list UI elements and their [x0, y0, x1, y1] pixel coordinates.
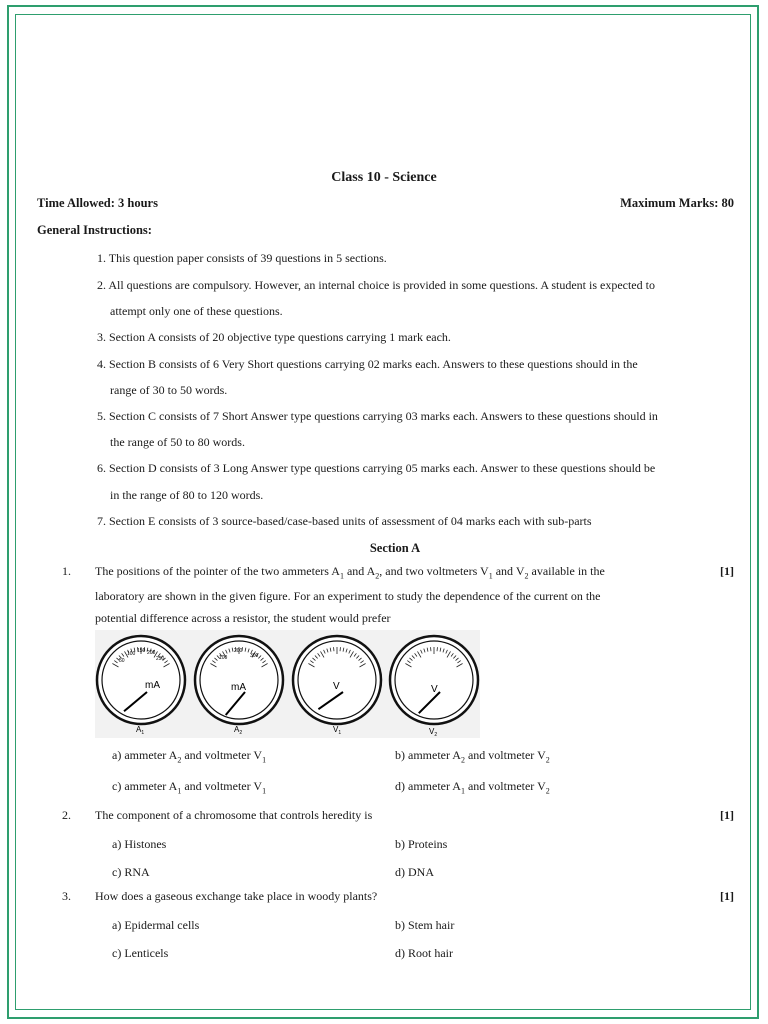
- gauge-unit: V: [431, 684, 438, 695]
- gauge-caption-v1: $V_1$: [333, 725, 342, 736]
- svg-text:300: 300: [250, 653, 259, 659]
- instruction-2: 2. All questions are compulsory. However, an internal choice is provided in some questions. A student is expected to: [97, 278, 655, 292]
- question-1-text-line3: potential difference across a resistor, the student would prefer: [95, 611, 391, 625]
- q3-option-a[interactable]: a) Epidermal cells: [112, 918, 200, 932]
- q1-option-a[interactable]: a) ammeter $A_2$ and voltmeter $V_1$: [112, 748, 267, 765]
- instruction-7: 7. Section E consists of 3 source-based/case-based units of assessment of 04 marks each with sub-parts: [97, 514, 592, 528]
- gauge-unit: V: [333, 681, 340, 692]
- general-instructions-heading: General Instructions:: [37, 223, 152, 237]
- meters-figure: [95, 630, 480, 738]
- gauge-unit: mA: [145, 680, 160, 691]
- voltmeter-v2-gauge: [390, 636, 478, 724]
- maximum-marks: Maximum Marks: 80: [620, 196, 734, 210]
- q1-option-c[interactable]: c) ammeter $A_1$ and voltmeter $V_1$: [112, 779, 267, 796]
- gauge-caption-v2: $V_2$: [429, 727, 438, 738]
- question-2-number: 2.: [62, 808, 71, 822]
- question-1-marks: [1]: [720, 564, 734, 578]
- instruction-6: 6. Section D consists of 3 Long Answer type questions carrying 05 marks each. Answer to these questions should be: [97, 461, 656, 475]
- question-2-marks: [1]: [720, 808, 734, 822]
- q1-option-b[interactable]: b) ammeter $A_2$ and voltmeter $V_2$: [395, 748, 550, 765]
- q2-option-a[interactable]: a) Histones: [112, 837, 167, 851]
- svg-text:50: 50: [119, 658, 125, 664]
- question-3-marks: [1]: [720, 889, 734, 903]
- svg-text:250: 250: [156, 656, 165, 662]
- q2-option-b[interactable]: b) Proteins: [395, 837, 448, 851]
- gauge-caption-a2: $A_2$: [234, 725, 243, 736]
- q2-option-d[interactable]: d) DNA: [395, 865, 434, 879]
- q2-option-c[interactable]: c) RNA: [112, 865, 150, 879]
- svg-text:150: 150: [137, 648, 146, 654]
- time-allowed: Time Allowed: 3 hours: [37, 196, 158, 210]
- instruction-6-cont: in the range of 80 to 120 words.: [110, 488, 264, 502]
- q3-option-c[interactable]: c) Lenticels: [112, 946, 169, 960]
- question-3-number: 3.: [62, 889, 71, 903]
- question-2-text: The component of a chromosome that controls heredity is: [95, 808, 373, 822]
- svg-text:200: 200: [147, 650, 156, 656]
- svg-text:100: 100: [219, 655, 228, 661]
- instruction-3: 3. Section A consists of 20 objective type questions carrying 1 mark each.: [97, 330, 451, 344]
- q3-option-b[interactable]: b) Stem hair: [395, 918, 455, 932]
- question-1-text-line2: laboratory are shown in the given figure. For an experiment to study the dependence of the current on the: [95, 589, 601, 603]
- instruction-4-cont: range of 30 to 50 words.: [110, 383, 228, 397]
- instruction-2-cont: attempt only one of these questions.: [110, 304, 283, 318]
- question-3-text: How does a gaseous exchange take place in woody plants?: [95, 889, 378, 903]
- q3-option-d[interactable]: d) Root hair: [395, 946, 453, 960]
- voltmeter-v1-gauge: [293, 636, 381, 724]
- question-1-text-line1: The positions of the pointer of the two ammeters $A_1$ and $A_2$, and two voltmeters $V_1$ and $V_2$ available in the: [95, 564, 605, 581]
- question-1-number: 1.: [62, 564, 71, 578]
- svg-text:100: 100: [127, 651, 136, 657]
- instruction-5-cont: the range of 50 to 80 words.: [110, 435, 245, 449]
- section-heading: Section A: [369, 541, 421, 555]
- instruction-4: 4. Section B consists of 6 Very Short questions carrying 02 marks each. Answers to these questions should in the: [97, 357, 638, 371]
- instruction-1: 1. This question paper consists of 39 questions in 5 sections.: [97, 251, 387, 265]
- page-border-inner: [15, 14, 751, 1010]
- page-title: Class 10 - Science: [331, 170, 437, 185]
- svg-text:200: 200: [234, 648, 243, 654]
- q1-option-d[interactable]: d) ammeter $A_1$ and voltmeter $V_2$: [395, 779, 550, 796]
- gauge-caption-a1: $A_1$: [136, 725, 145, 736]
- instruction-5: 5. Section C consists of 7 Short Answer type questions carrying 03 marks each. Answers to these questions should in: [97, 409, 658, 423]
- gauge-unit: mA: [231, 682, 246, 693]
